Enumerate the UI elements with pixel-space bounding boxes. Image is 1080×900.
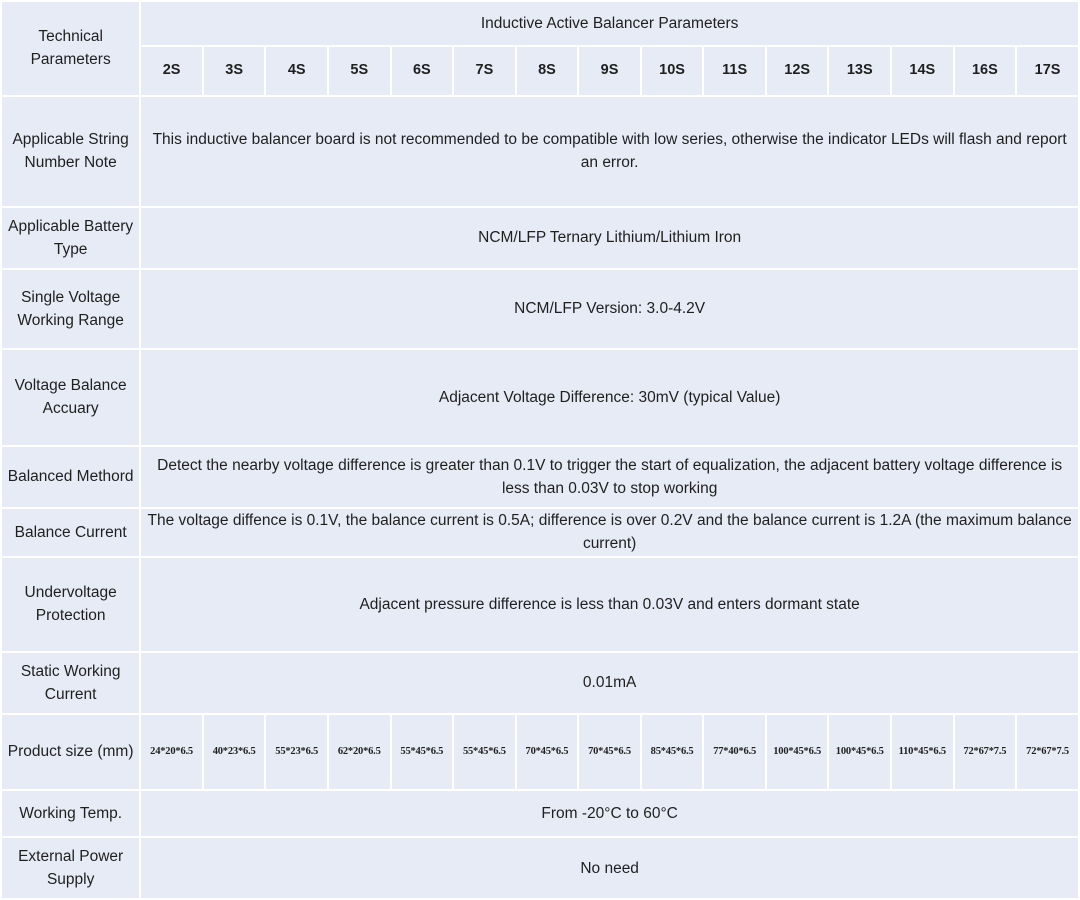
series-header: 16S [955,47,1016,94]
row-external-power [2,838,1078,898]
row-label: Applicable String Number Note [2,97,139,206]
size-cell: 24*20*6.5 [141,715,202,789]
row-string-note [2,97,1078,206]
row-balance-current [2,509,1078,556]
row-value: This inductive balancer board is not recommended to be compatible with low series, otherwise the indicator LEDs will flash and report an error. [141,97,1078,206]
row-value: No need [141,838,1078,898]
series-header: 11S [704,47,765,94]
row-value: Adjacent Voltage Difference: 30mV (typical Value) [141,350,1078,445]
row-product-size [2,715,1078,789]
row-value: The voltage diffence is 0.1V, the balance current is 0.5A; difference is over 0.2V and the balance current is 1.2A (the maximum balance current) [141,509,1078,556]
row-battery-type [2,208,1078,268]
series-header: 2S [141,47,202,94]
series-header: 13S [829,47,890,94]
series-header: 10S [642,47,703,94]
row-value: NCM/LFP Ternary Lithium/Lithium Iron [141,208,1078,268]
series-header: 5S [329,47,390,94]
series-header: 17S [1017,47,1078,94]
header-title-row [2,2,1078,45]
row-label: Product size (mm) [2,715,139,789]
row-static-current [2,653,1078,713]
group-title: Inductive Active Balancer Parameters [141,2,1078,45]
row-label: Applicable Battery Type [2,208,139,268]
row-label: Single Voltage Working Range [2,270,139,348]
size-cell: 72*67*7.5 [955,715,1016,789]
row-label: Balance Current [2,509,139,556]
row-balance-accuracy [2,350,1078,445]
row-voltage-range [2,270,1078,348]
size-cell: 55*23*6.5 [266,715,327,789]
series-header: 9S [579,47,640,94]
series-header: 7S [454,47,515,94]
row-label: Undervoltage Protection [2,558,139,651]
size-cell: 85*45*6.5 [642,715,703,789]
size-cell: 70*45*6.5 [579,715,640,789]
row-label: Working Temp. [2,791,139,836]
size-cell: 77*40*6.5 [704,715,765,789]
series-header: 4S [266,47,327,94]
size-cell: 72*67*7.5 [1017,715,1078,789]
size-cell: 70*45*6.5 [517,715,578,789]
row-undervoltage [2,558,1078,651]
series-header: 8S [517,47,578,94]
corner-label: Technical Parameters [2,2,139,95]
series-header: 12S [767,47,828,94]
series-header-row [2,47,1078,94]
row-value: 0.01mA [141,653,1078,713]
size-cell: 110*45*6.5 [892,715,953,789]
size-cell: 100*45*6.5 [829,715,890,789]
row-label: External Power Supply [2,838,139,898]
row-working-temp [2,791,1078,836]
row-value: Detect the nearby voltage difference is greater than 0.1V to trigger the start of equalization, the adjacent battery voltage difference is less than 0.03V to stop working [141,447,1078,507]
size-cell: 40*23*6.5 [204,715,265,789]
row-label: Balanced Methord [2,447,139,507]
size-cell: 62*20*6.5 [329,715,390,789]
row-balanced-method [2,447,1078,507]
row-value: Adjacent pressure difference is less than 0.03V and enters dormant state [141,558,1078,651]
row-value: NCM/LFP Version: 3.0-4.2V [141,270,1078,348]
row-label: Voltage Balance Accuary [2,350,139,445]
series-header: 14S [892,47,953,94]
series-header: 6S [392,47,453,94]
size-cell: 55*45*6.5 [392,715,453,789]
row-value: From -20°C to 60°C [141,791,1078,836]
size-cell: 100*45*6.5 [767,715,828,789]
size-cell: 55*45*6.5 [454,715,515,789]
row-label: Static Working Current [2,653,139,713]
series-header: 3S [204,47,265,94]
